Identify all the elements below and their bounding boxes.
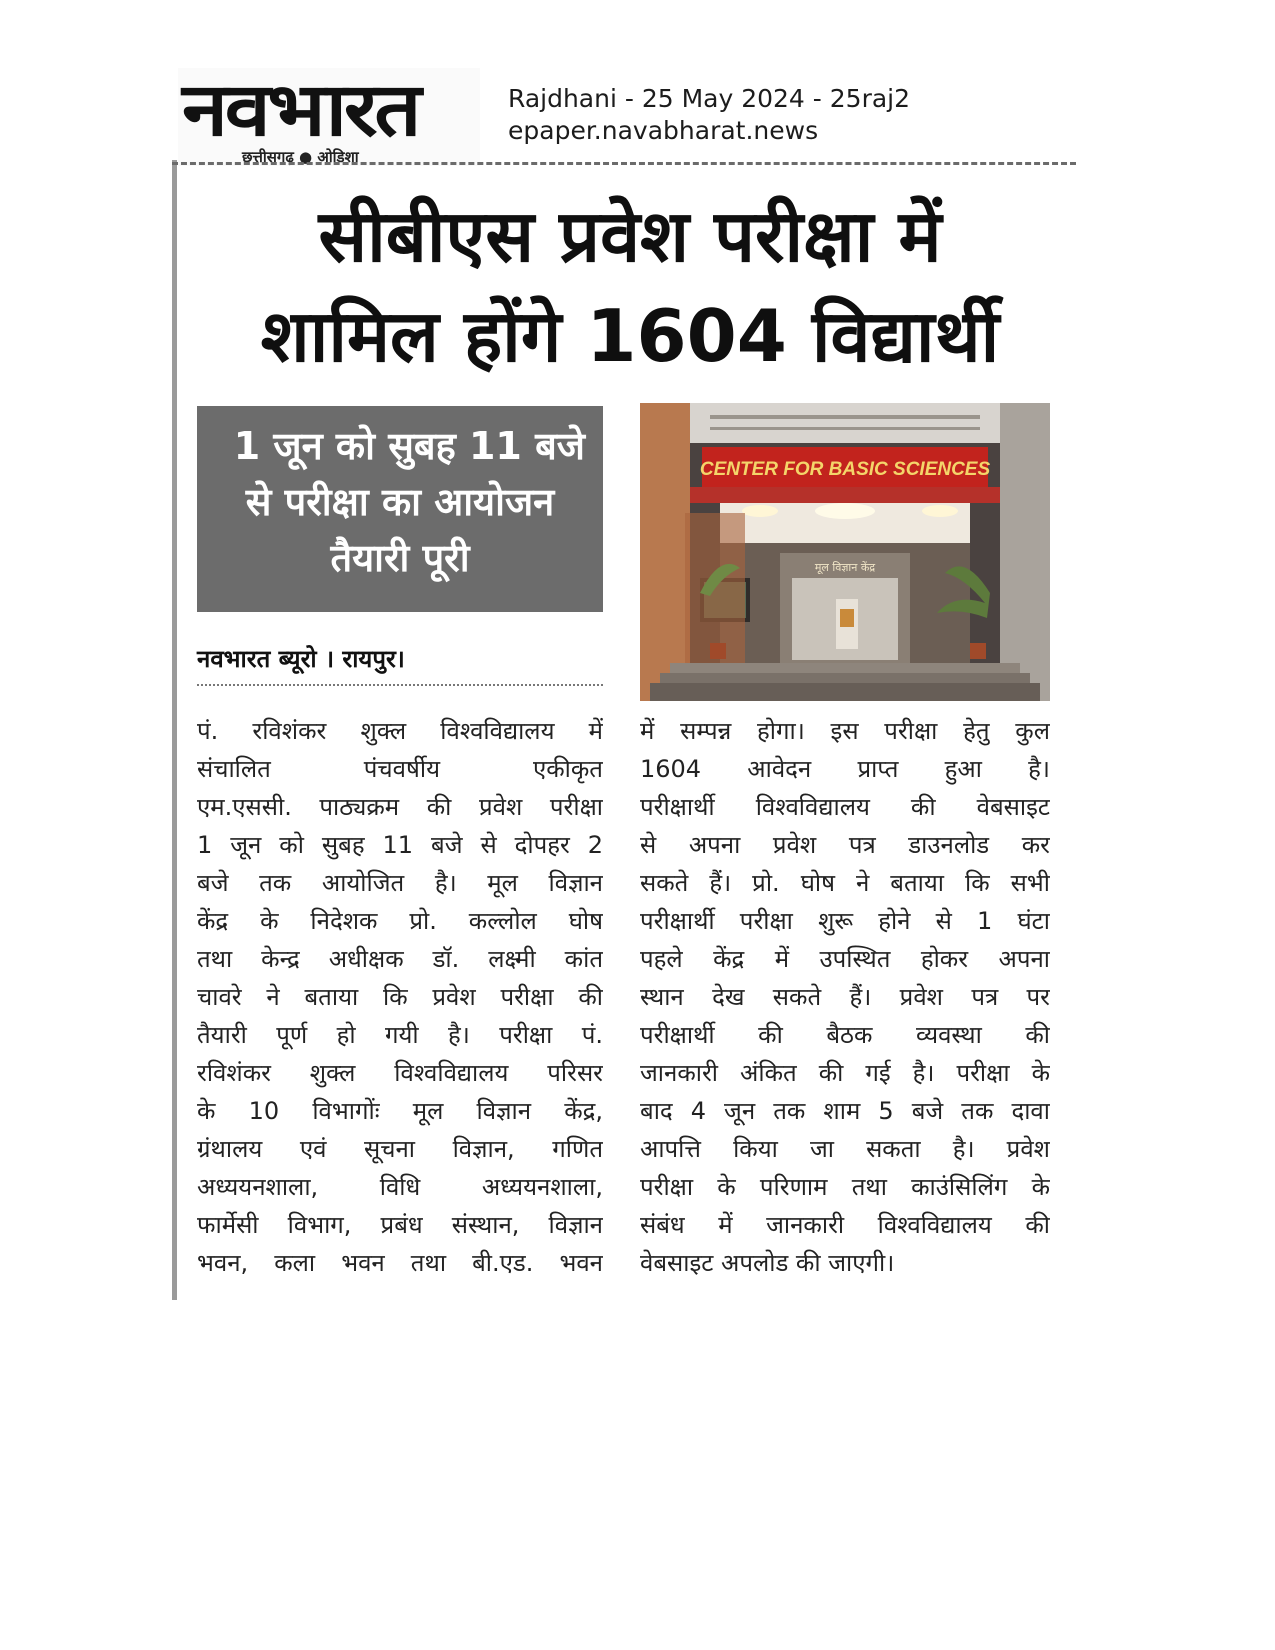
body-line: संचालित पंचवर्षीय एकीकृत (197, 755, 603, 783)
newspaper-logo (178, 68, 480, 166)
body-line: एम.एससी. पाठ्यक्रम की प्रवेश परीक्षा (197, 793, 603, 821)
body-line: बाद 4 जून तक शाम 5 बजे तक दावा (640, 1097, 1050, 1125)
body-line: से अपना प्रवेश पत्र डाउनलोड कर (640, 831, 1050, 859)
body-line: अध्ययनशाला, विधि अध्ययनशाला, (197, 1173, 603, 1201)
body-line: सकते हैं। प्रो. घोष ने बताया कि सभी (640, 869, 1050, 897)
subhead-line-1: 1 जून को सुबह 11 बजे (233, 424, 585, 468)
body-line: फार्मेसी विभाग, प्रबंध संस्थान, विज्ञान (197, 1211, 603, 1239)
body-line: परीक्षार्थी परीक्षा शुरू होने से 1 घंटा (640, 907, 1050, 935)
photo-sign-text: CENTER FOR BASIC SCIENCES (699, 459, 991, 480)
body-line: के 10 विभागोंः मूल विज्ञान केंद्र, (197, 1097, 603, 1125)
subhead-line-3: तैयारी पूरी (330, 536, 470, 580)
body-column-right (640, 712, 1050, 1282)
body-line: ग्रंथालय एवं सूचना विज्ञान, गणित (197, 1135, 603, 1163)
masthead-divider (172, 162, 1076, 165)
body-line: जानकारी अंकित की गई है। परीक्षा के (640, 1059, 1050, 1087)
body-line: परीक्षार्थी की बैठक व्यवस्था की (640, 1021, 1050, 1049)
body-line: वेबसाइट अपलोड की जाएगी। (640, 1249, 895, 1277)
building-photo-illustration (640, 403, 1050, 701)
body-line: स्थान देख सकते हैं। प्रवेश पत्र पर (640, 983, 1050, 1011)
photo-door-sign: मूल विज्ञान केंद्र (814, 561, 876, 574)
headline-line-2: शामिल होंगे 1604 विद्यार्थी (260, 294, 1000, 378)
body-line: संबंध में जानकारी विश्वविद्यालय की (640, 1211, 1050, 1239)
body-line: बजे तक आयोजित है। मूल विज्ञान (197, 869, 603, 897)
subhead-line-2: से परीक्षा का आयोजन (245, 480, 555, 524)
headline-line-1: सीबीएस प्रवेश परीक्षा में (318, 194, 942, 278)
body-line: रविशंकर शुक्ल विश्वविद्यालय परिसर (197, 1059, 603, 1087)
body-line: पं. रविशंकर शुक्ल विश्वविद्यालय में (197, 717, 603, 745)
logo-regions: छत्तीसगढ़ ● ओडिशा (242, 148, 359, 166)
body-line: केंद्र के निदेशक प्रो. कल्लोल घोष (197, 907, 603, 935)
edition-line: Rajdhani - 25 May 2024 - 25raj2 (508, 84, 911, 113)
body-column-left (197, 712, 603, 1282)
body-line: चावरे ने बताया कि प्रवेश परीक्षा की (197, 983, 603, 1011)
body-line: पहले केंद्र में उपस्थित होकर अपना (640, 945, 1050, 973)
page-left-rule (172, 160, 177, 1300)
body-line: परीक्षार्थी विश्वविद्यालय की वेबसाइट (640, 793, 1050, 821)
subhead-box (197, 406, 603, 612)
byline: नवभारत ब्यूरो । रायपुर। (197, 645, 405, 673)
epaper-site: epaper.navabharat.news (508, 116, 819, 145)
article-photo (640, 403, 1050, 701)
body-line: तथा केन्द्र अधीक्षक डॉ. लक्ष्मी कांत (197, 945, 603, 973)
body-line: में सम्पन्न होगा। इस परीक्षा हेतु कुल (640, 717, 1050, 745)
body-line: 1 जून को सुबह 11 बजे से दोपहर 2 (197, 831, 603, 859)
body-line: परीक्षा के परिणाम तथा काउंसिलिंग के (640, 1173, 1050, 1201)
body-line: तैयारी पूर्ण हो गयी है। परीक्षा पं. (197, 1021, 603, 1049)
byline-divider (197, 684, 603, 686)
logo-wordmark: नवभारत (182, 67, 419, 153)
body-line: 1604 आवेदन प्राप्त हुआ है। (640, 755, 1050, 783)
body-line: भवन, कला भवन तथा बी.एड. भवन (197, 1249, 603, 1277)
body-line: आपत्ति किया जा सकता है। प्रवेश (640, 1135, 1050, 1163)
